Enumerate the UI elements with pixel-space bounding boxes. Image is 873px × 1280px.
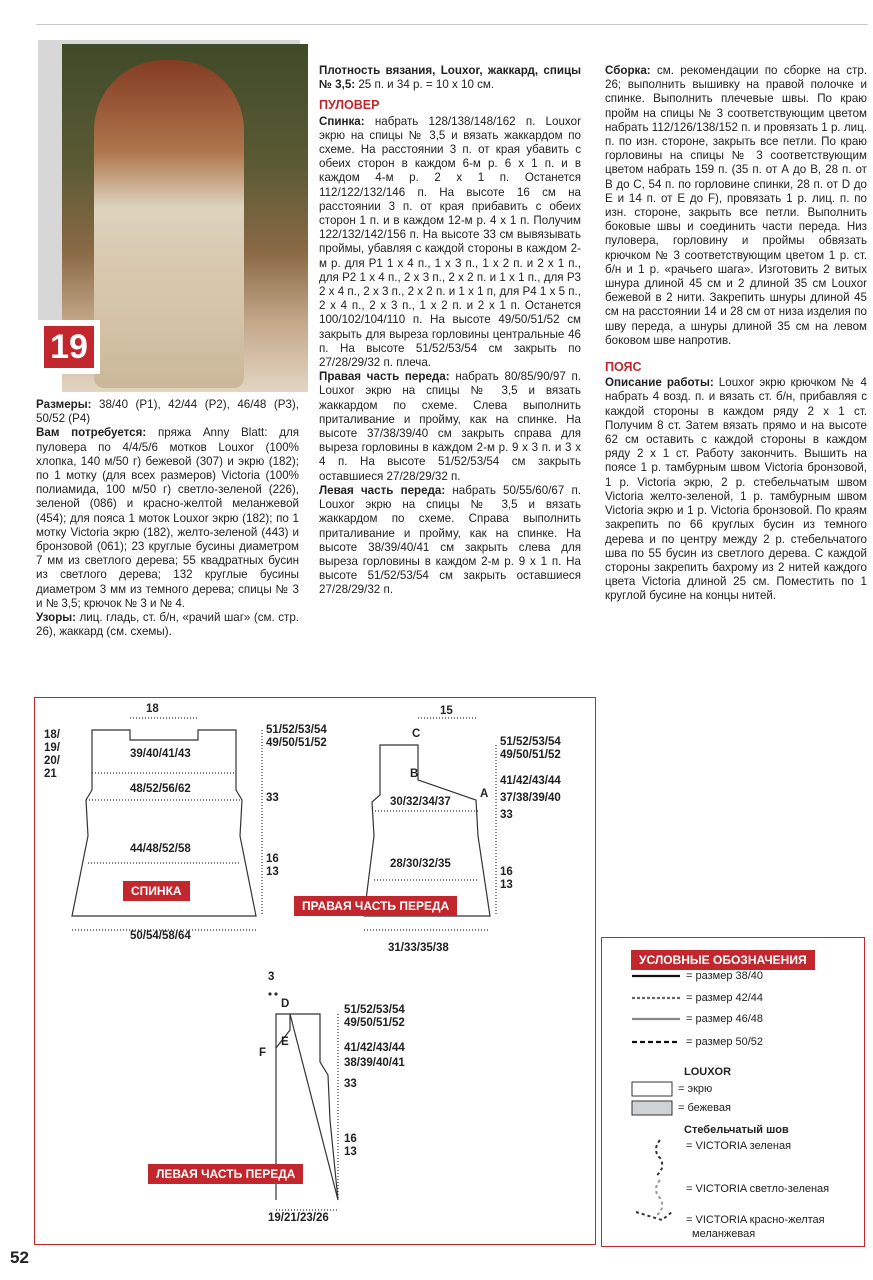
back-label: Спинка: [319,114,365,128]
rf-bottom-width: 31/33/35/38 [388,942,449,954]
lf-height-2: 49/50/51/52 [344,1017,405,1029]
rf-width-1: 30/32/34/37 [390,796,451,808]
back-height-2: 49/50/51/52 [266,737,327,749]
legend-louxor: LOUXOR [684,1066,732,1078]
assembly-text: см. рекомендации по сборке на стр. 26; выполнить вышивку на правой полочке и спинке. Выполнить плечевые швы. По краю пройм на спицы № 3 соответствующим цветом набрать 112/126/138/152 п. и провязать 1 р. лиц. п. по изн. стороне, закрыть все петли. По краю горловины на спицы № 3 соответствующим цветом набрать 159 п. (35 п. от А до В, 28 п. от В до С, 54 п. по горловине спинки, 28 п. от D до Е и 14 п. от Е до F), провязать 1 р. лиц. п. по изн. стороне, закрыть все петли. Выполнить боковые швы и соединить части переда. Низ пуловера, горловину и проймы обвязать крючком № 3 соответствующим цветом 1 р. ст. б/н и 1 р. «рачьего шага». Изготовить 2 витых шнура длиной 45 см и 2 длиной 35 см Louxor бежевой в 2 нити. Закрепить шнуры длиной 45 см на расстоянии 14 и 28 см от низа изделия по шву переда, а шнуры длиной 35 см на левом боковом шве напротив. [605,64,867,347]
rf-height-6: 16 [500,866,513,878]
pullover-heading: ПУЛОВЕР [319,98,380,113]
lf-height-6: 16 [344,1133,357,1145]
back-text: набрать 128/138/148/162 п. Louxor экрю на спицы № 3,5 и вязать жаккардом по схеме. На расстоянии 3 п. от края убавить с обеих сторон в каждом 6-м р. 6 х 1 п. и в каждом 4-м р. 2 х 1 п. Останется 112/122/132/146 п. На высоте 16 см на расстоянии 3 п. от края прибавить с обеих сторон 1 п. и в каждом 12-м р. 4 х 1 п. Получим 122/132/142/156 п. На высоте 33 см вывязывать проймы, убавляя с каждой стороны в каждом 2-м р. для Р1 1 х 4 п., 1 х 3 п., 1 х 2 п. и 2 х 1 п., для Р2 1 х 4 п., 2 х 3 п., 2 х 2 п. и 1 х 1 п., для Р3 2 х 4 п., 2 х 3 п., 2 х 2 п. и 1 х 1 п, для Р4 1 х 5 п., 2 х 4 п., 2 х 3 п., 1 х 2 п. и 2 х 1 п. Останется 100/102/104/110 п. На высоте 49/50/51/52 см закрыть для выреза горловины центральные 46 п. На высоте 51/52/53/54 см закрыть по 27/28/29/32 п. плеча. [319,114,581,370]
back-width-2: 48/52/56/62 [130,783,191,795]
lf-point-f: F [259,1047,267,1059]
density-text: 25 п. и 34 р. = 10 х 10 см. [355,78,495,92]
belt-work-text: Louxor экрю крючком № 4 набрать 4 возд. п. и вязать ст. б/н, прибавляя с каждой стороны в каждом ряду 2 х 1 ст. Получим 8 ст. Затем вязать прямо и на высоте 62 см оставить с каждой стороны в каждом ряду 2 х 1 ст. Работу закончить. Вышить на поясе 1 р. тамбурным швом Victoria бронзовой, 1 р. Victoria экрю, 2 р. стебельчатым швом Victoria желто-зеленой, 1 р. тамбурным швом Victoria экрю и 1 р. Victoria бронзовой. По краям закрепить по 66 круглых бусин из темного дерева и по центру между 2 р. стебельчатого шва по 55 бусин из светлого дерева. С каждой стороны закрепить бахрому из 2 нитей каждого цвета Victoria длиной 25 см. Поместить по 1 круглой бусине на концы нитей. [605,376,867,603]
back-width-3: 44/48/52/58 [130,843,191,855]
legend-stem-stitch: Стебельчатый шов [684,1124,789,1136]
lf-bottom-width: 19/21/23/26 [268,1212,329,1224]
assembly-label: Сборка: [605,64,651,77]
back-top-width: 18 [146,703,159,715]
legend-size-3: = размер 46/48 [686,1013,764,1025]
sizes-text: 38/40 (Р1), 42/44 (Р2), 46/48 (Р3), 50/52 (Р4) [36,398,299,426]
lf-height-4: 38/39/40/41 [344,1057,405,1069]
rf-width-2: 28/30/32/35 [390,858,451,870]
legend-size-1: = размер 38/40 [686,970,764,982]
right-front-title: ПРАВАЯ ЧАСТЬ ПЕРЕДА [294,896,457,916]
right-front-label: Правая часть переда: [319,370,450,384]
rf-height-4: 37/38/39/40 [500,792,561,804]
lf-height-3: 41/42/43/44 [344,1042,405,1054]
back-height-3: 33 [266,792,279,804]
right-front-outline [364,745,490,916]
rf-point-c: C [412,728,421,740]
pattern-number: 19 [44,326,94,368]
back-neck-depth: 18/ 19/ 20/ 21 [44,729,60,780]
legend-title: УСЛОВНЫЕ ОБОЗНАЧЕНИЯ [631,950,815,970]
patterns-text: лиц. гладь, ст. б/н, «рачий шаг» (см. стр. 26), жаккард (см. схемы). [36,611,299,639]
lf-height-5: 33 [344,1078,357,1090]
back-height-1: 51/52/53/54 [266,724,327,736]
rf-height-1: 51/52/53/54 [500,736,561,748]
lf-height-1: 51/52/53/54 [344,1004,405,1016]
page-number: 52 [10,1248,29,1267]
back-width-1: 39/40/41/43 [130,748,191,760]
left-front-text: набрать 50/55/60/67 п. Louxor экрю на спицы № 3,5 и вязать жаккардом по схеме. Справа выполнить приталивание и пройму, как на спинке. На высоте 38/39/40/41 см закрыть слева для выреза горловины в каждом 2-м р. 9 х 1 п. На высоте 51/52/53/54 см закрыть оставшиеся 27/28/29/32 п. [319,483,581,597]
lf-point-e: E [281,1036,289,1048]
lf-top-width: 3 [268,971,275,983]
legend-frame [601,937,865,1247]
right-front-text: набрать 80/85/90/97 п. Louxor экрю на спицы № 3,5 и вязать жаккардом по схеме. Слева выполнить приталивание и пройму, как на спинке. На высоте 37/38/39/40 см закрыть справа для выреза горловины в каждом 2-м р. 9 х 3 п. и 3 х 4 п. На высоте 51/52/53/54 см закрыть оставшиеся 27/28/29/32 п. [319,370,581,483]
patterns-label: Узоры: [36,611,77,625]
legend-victoria-melange-2: меланжевая [692,1228,756,1240]
left-front-title: ЛЕВАЯ ЧАСТЬ ПЕРЕДА [148,1164,303,1184]
rf-height-7: 13 [500,879,513,891]
left-front-label: Левая часть переда: [319,483,446,497]
rf-height-5: 33 [500,809,513,821]
legend-beige: = бежевая [678,1102,731,1114]
rf-height-2: 49/50/51/52 [500,749,561,761]
lf-point-d: D [281,998,290,1010]
back-height-4: 16 [266,853,279,865]
sizes-label: Размеры: [36,398,92,411]
lf-height-7: 13 [344,1146,357,1158]
legend-victoria-green: = VICTORIA зеленая [686,1140,792,1152]
rf-height-3: 41/42/43/44 [500,775,561,787]
legend-victoria-melange: = VICTORIA красно-желтая [686,1214,825,1226]
materials-text: пряжа Anny Blatt: для пуловера по 4/4/5/6 мотков Louxor (100% хлопка, 140 м/50 г) бежевой (307) и экрю (182); по 1 мотку (для всех размеров) Victoria (100% полиамида, 100 м/50 г) светло-зеленой (226), зеленой (086) и красно-желтой меланжевой (454); для пояса 1 моток Louxor экрю (182); по 1 мотку Victoria экрю (182), желто-зеленой (443) и бронзовой (061); 23 круглые бусины диаметром 7 мм из светлого дерева; 55 квадратных бусин из светлого дерева; 132 круглые бусины диаметром 3 мм из темного дерева; спицы № 3 и № 3,5; крючок № 3 и № 4. [36,426,299,610]
legend-size-4: = размер 50/52 [686,1036,764,1048]
back-bottom-width: 50/54/58/64 [130,930,191,942]
rf-point-b: B [410,768,419,780]
belt-heading: ПОЯС [605,360,642,375]
legend-victoria-lightgreen: = VICTORIA светло-зеленая [686,1183,830,1195]
back-height-5: 13 [266,866,279,878]
legend-ecru: = экрю [678,1083,713,1095]
rf-top-width: 15 [440,705,453,717]
density-label: Плотность вязания, Louxor, жаккард, спицы № 3,5: [319,64,581,92]
materials-label: Вам потребуется: [36,426,147,440]
rf-point-a: A [480,788,489,800]
legend-size-2: = размер 42/44 [686,992,764,1004]
back-title: СПИНКА [123,881,190,901]
belt-work-label: Описание работы: [605,376,714,390]
